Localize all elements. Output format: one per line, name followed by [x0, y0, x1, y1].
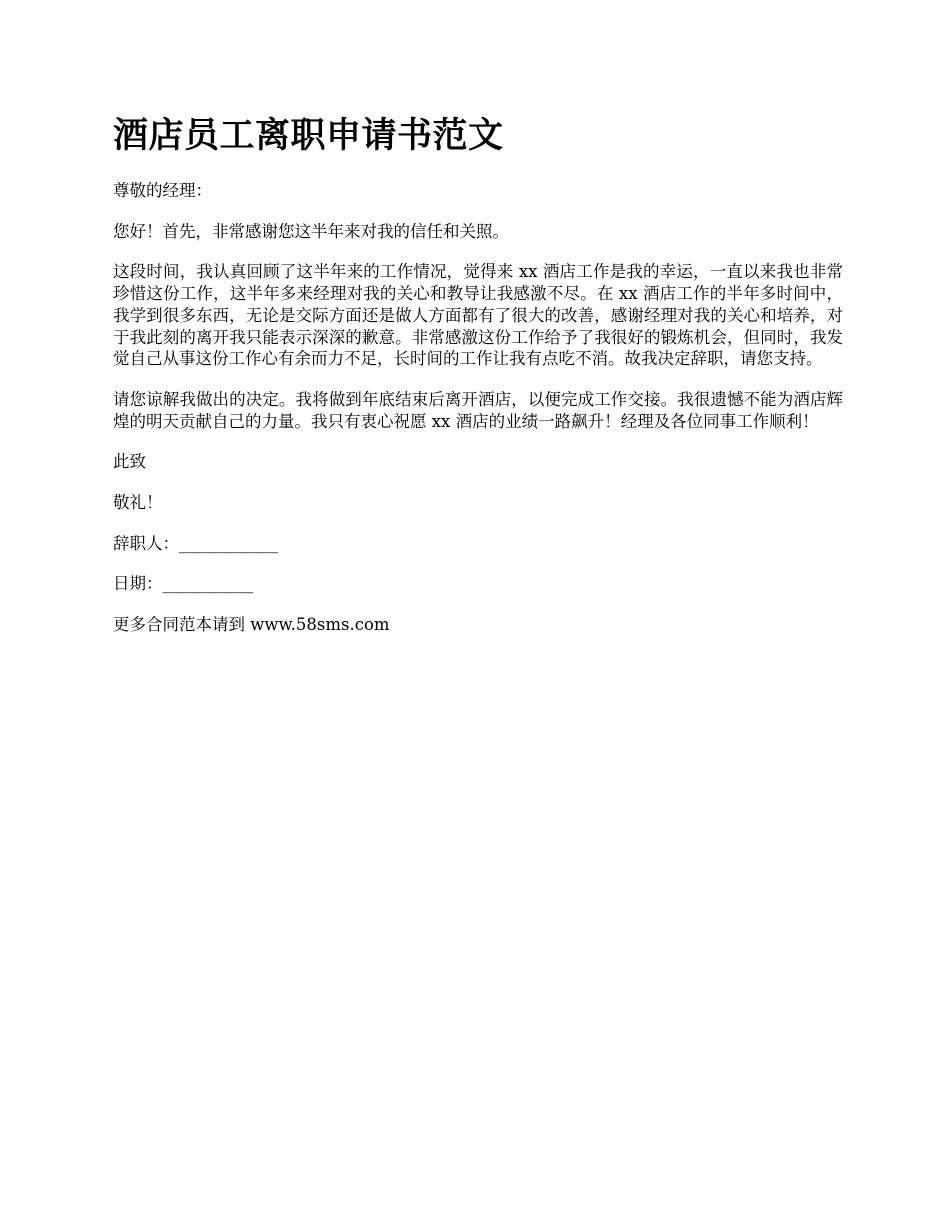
closing-line-2: 敬礼！	[113, 493, 163, 513]
resigner-signature-line: 辞职人：____________	[113, 533, 278, 553]
greeting-paragraph: 您好！首先，非常感谢您这半年来对我的信任和关照。	[113, 221, 509, 241]
body-paragraph-2: 请您谅解我做出的决定。我将做到年底结束后离开酒店，以便完成工作交接。我很遗憾不能为酒店辉煌的明天贡献自己的力量。我只有衷心祝愿 xx 酒店的业绩一路飙升！经理及各位同事工作顺利！	[113, 389, 843, 431]
closing-line-1: 此致	[113, 452, 146, 472]
salutation: 尊敬的经理：	[113, 181, 212, 200]
footer-link-text: 更多合同范本请到 www.58sms.com	[113, 615, 390, 635]
document-page	[113, 112, 843, 655]
date-line: 日期：___________	[113, 574, 254, 594]
document-title: 酒店员工离职申请书范文	[113, 115, 504, 156]
body-paragraph-1: 这段时间，我认真回顾了这半年来的工作情况，觉得来 xx 酒店工作是我的幸运，一直以来我也非常珍惜这份工作，这半年多来经理对我的关心和教导让我感激不尽。在 xx 酒店工作的半年多时间中，我学到很多东西，无论是交际方面还是做人方面都有了很大的改善，感谢经理对我的关心和培养，对于我此刻的离开我只能表示深深的歉意。非常感激这份工作给予了我很好的锻炼机会，但同时，我发觉自己从事这份工作心有余而力不足，长时间的工作让我有点吃不消。故我决定辞职，请您支持。	[113, 262, 843, 369]
